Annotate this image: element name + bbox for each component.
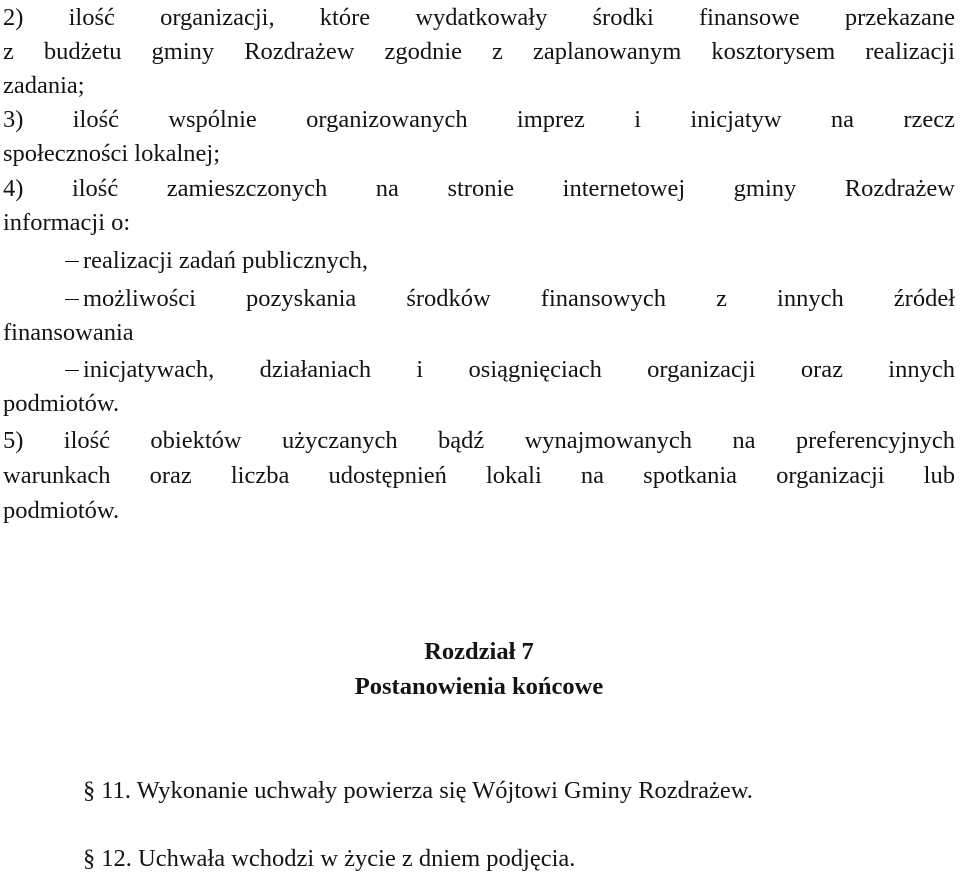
list-item-2-line-2: z budżetu gminy Rozdrażew zgodnie z zaplanowanym kosztorysem realizacji (3, 38, 955, 65)
list-item-4-line-2: informacji o: (3, 209, 131, 236)
paragraph-11 (83, 773, 753, 809)
section-sign: § (83, 845, 96, 872)
dash-bullet-icon (65, 370, 79, 372)
paragraph-12-text: 12. Uchwała wchodzi w życie z dniem podjęcia. (101, 845, 576, 872)
sub-item-2-text: możliwości pozyskania środków finansowych z innych źródeł (83, 285, 955, 312)
sub-item-2-line-1 (65, 282, 955, 316)
section-sign: § (83, 777, 96, 804)
sub-item-3-line-2: podmiotów. (3, 390, 120, 417)
list-item-3-line-1: 3) ilość wspólnie organizowanych imprez i inicjatyw na rzecz (3, 106, 955, 133)
chapter-title: Postanowienia końcowe (354, 673, 604, 700)
paragraph-11-text: 11. Wykonanie uchwały powierza się Wójtowi Gminy Rozdrażew. (101, 777, 753, 804)
paragraph-12 (83, 841, 575, 877)
document-page (3, 0, 955, 877)
sub-item-2-line-2: finansowania (3, 319, 134, 346)
list-item-5-line-3: podmiotów. (3, 497, 120, 524)
dash-bullet-icon (65, 299, 79, 301)
sub-item-3-line-1 (65, 353, 955, 387)
sub-item-1-text: realizacji zadań publicznych, (83, 247, 368, 274)
list-item-5-line-2: warunkach oraz liczba udostępnień lokali na spotkania organizacji lub (3, 462, 955, 489)
list-item-2-line-3: zadania; (3, 72, 85, 99)
sub-item-1 (65, 244, 955, 278)
sub-item-3-text: inicjatywach, działaniach i osiągnięciach organizacji oraz innych (83, 356, 955, 383)
chapter-number: Rozdział 7 (424, 638, 534, 665)
list-item-2-line-1: 2) ilość organizacji, które wydatkowały środki finansowe przekazane (3, 4, 955, 31)
list-item-5-line-1: 5) ilość obiektów użyczanych bądź wynajmowanych na preferencyjnych (3, 427, 955, 454)
list-item-3-line-2: społeczności lokalnej; (3, 140, 221, 167)
dash-bullet-icon (65, 261, 79, 263)
list-item-4-line-1: 4) ilość zamieszczonych na stronie internetowej gminy Rozdrażew (3, 175, 955, 202)
